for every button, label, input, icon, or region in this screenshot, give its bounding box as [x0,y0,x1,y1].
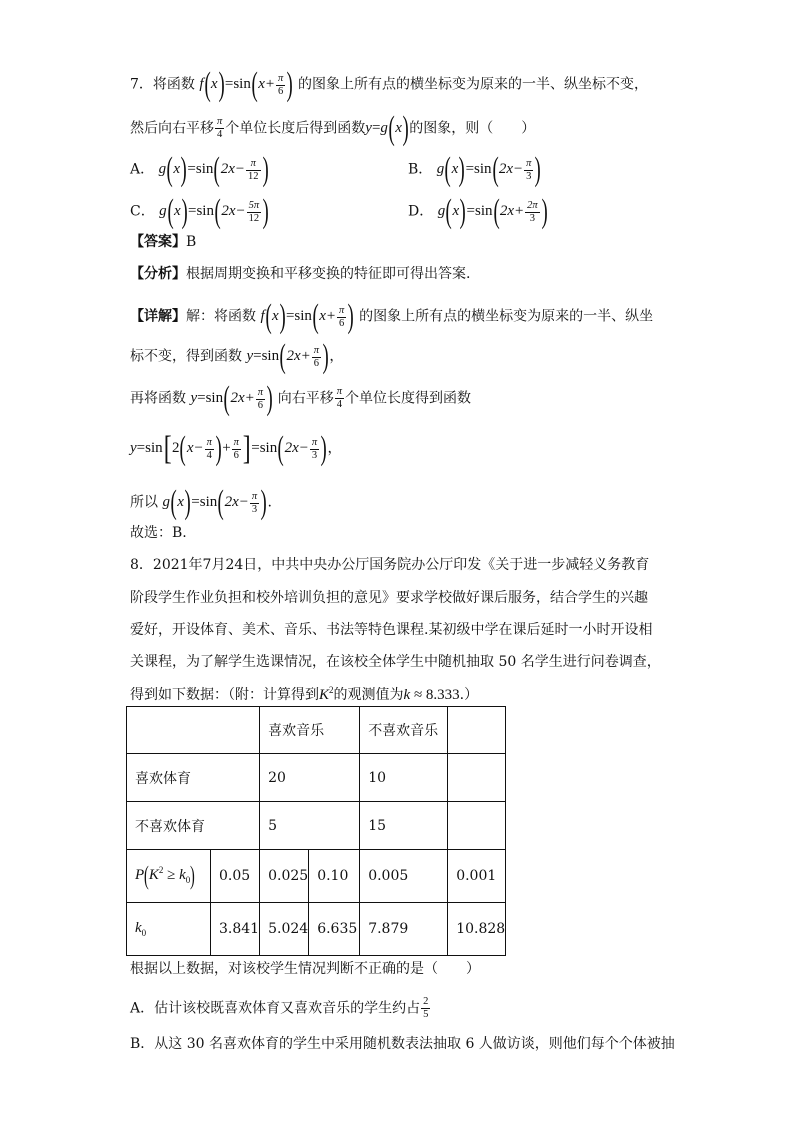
q8-option-b: B．从这 30 名喜欢体育的学生中采用随机数表法抽取 6 人做访谈，则他们每个个体被抽 [130,1036,675,1052]
q7-detail-line-1: 【详解】解：将函数 f(x)=sin(x+ $\frac{\pi}{6}$ ) 的图象上所有点的横坐标变为原来的一半、纵坐 [130,298,654,335]
q8-question: 根据以上数据，对该校学生情况判断不正确的是（ ） [130,961,480,977]
table-row [127,850,506,903]
q7-detail-line-5: 所以 g(x)=sin(2x− $\frac{\pi}{3}$ ). [130,484,272,521]
table-cell [448,707,506,754]
q7-detail-line-4: y=sin[2(x− $\frac{\pi}{4}$ )+ $\frac{\pi}{6}$ ]=sin(2x− $\frac{\pi}{3}$ )， [130,430,342,467]
q7-option-c: C． g(x)=sin(2x− $\frac{5\pi}{12}$ ) [130,193,269,230]
table-cell: 不喜欢体育 [127,802,260,850]
q8-stem-line-1: 8．2021年7月24日，中共中央办公厅国务院办公厅印发《关于进一步减轻义务教育 [130,557,650,573]
q7-answer: 【答案】B [130,234,197,250]
q7-stem-line-1: 7．将函数 f(x)=sin(x+ $\frac{\pi}{6}$ ) 的图象上所有点的横坐标变为原来的一半、纵坐标不变， [130,66,649,103]
q7-option-b: B． g(x)=sin(2x− $\frac{\pi}{3}$ ) [408,151,542,188]
table-cell: 10.828 [448,903,506,956]
table-row [127,754,506,802]
table-row [127,903,506,956]
table-cell: 0.005 [360,850,448,903]
table-cell: 5.024 [260,903,309,956]
q7-detail-line-3: 再将函数 y=sin(2x+ $\frac{\pi}{6}$ ) 向右平移 $\frac{\pi}{4}$ 个单位长度得到函数 [130,380,472,417]
table-cell: 6.635 [309,903,360,956]
table-cell: 0.10 [309,850,360,903]
q7-choose: 故选：B. [130,525,187,541]
table-cell [127,707,260,754]
q7-option-a: A． g(x)=sin(2x− $\frac{\pi}{12}$ ) [130,151,269,188]
table-cell: 0.001 [448,850,506,903]
table-cell: 7.879 [360,903,448,956]
q7-stem-line-2: 然后向右平移 $\frac{\pi}{4}$ 个单位长度后得到函数y=g(x)的图象，则（ ） [130,110,536,147]
table-cell [448,802,506,850]
q7-detail-line-2: 标不变，得到函数 y=sin(2x+ $\frac{\pi}{6}$ )， [130,338,344,375]
table-cell: 5 [260,802,360,850]
table-cell: 20 [260,754,360,802]
q8-option-a: A．估计该校既喜欢体育又喜欢音乐的学生约占 $\frac{2}{5}$ [130,996,429,1020]
table-cell: 10 [360,754,448,802]
k0-label: $k_0$ [135,920,147,938]
p-label: $P(K^2 \ge k_0)$ [135,861,195,890]
table-cell: 3.841 [211,903,260,956]
table-cell [127,903,211,956]
table-cell: 0.05 [211,850,260,903]
table-cell: 15 [360,802,448,850]
table-header: 不喜欢音乐 [360,707,448,754]
q8-stem-line-5: 得到如下数据：（附：计算得到$K^2$的观测值为k ≈ 8.333.） [130,685,479,703]
table-cell [127,850,211,903]
q7-option-d: D． g(x)=sin(2x+ $\frac{2\pi}{3}$ ) [408,193,548,230]
data-table [126,706,506,956]
table-cell: 喜欢体育 [127,754,260,802]
table-cell [448,754,506,802]
q7-analysis: 【分析】根据周期变换和平移变换的特征即可得出答案. [130,266,471,282]
q8-stem-line-3: 爱好，开设体育、美术、音乐、书法等特色课程.某初级中学在课后延时一小时开设相 [130,622,653,638]
table-header: 喜欢音乐 [260,707,360,754]
q8-stem-line-2: 阶段学生作业负担和校外培训负担的意见》要求学校做好课后服务，结合学生的兴趣 [130,590,648,606]
table-cell: 0.025 [260,850,309,903]
q8-stem-line-4: 关课程，为了解学生选课情况，在该校全体学生中随机抽取 50 名学生进行问卷调查， [130,654,661,670]
table-row [127,707,506,754]
table-row [127,802,506,850]
